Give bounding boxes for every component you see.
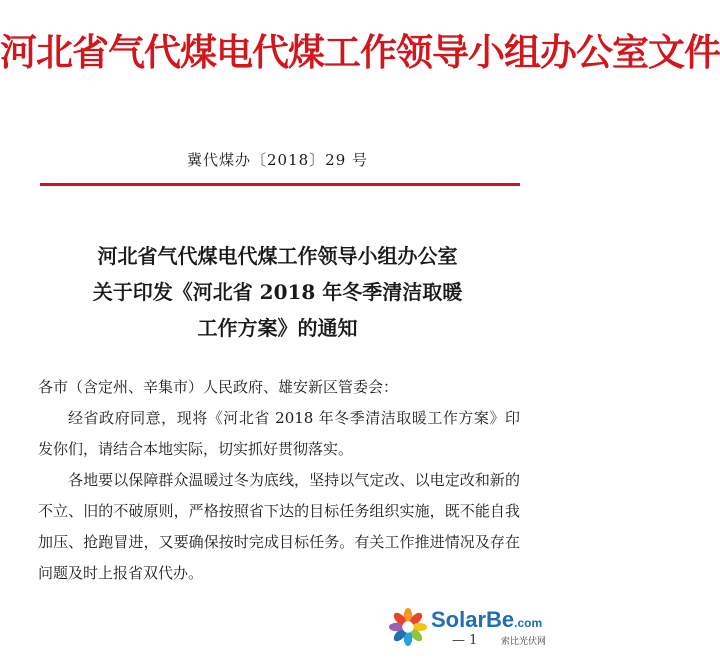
red-divider-line bbox=[40, 183, 520, 186]
page-number: — 1 bbox=[452, 633, 478, 648]
watermark-brand-name: SolarBe bbox=[431, 607, 515, 632]
notice-title-line-3: 工作方案》的通知 bbox=[197, 316, 358, 340]
watermark-subtitle: 索比光伏网 bbox=[501, 637, 547, 647]
body-paragraph-1: 经省政府同意，现将《河北省 2018 年冬季清洁取暖工作方案》印发你们，请结合本地实际，切实抓好贯彻落实。 bbox=[38, 409, 520, 458]
watermark-brand bbox=[431, 608, 542, 635]
document-body bbox=[38, 372, 520, 589]
body-paragraph-2: 各地要以保障群众温暖过冬为底线，坚持以气定改、以电定改和新的不立、旧的不破原则，严格按照省下达的目标任务组织实施，既不能自我加压、抢跑冒进，又要确保按时完成目标任务。有关工作推进情况及存在问题及时上报省双代办。 bbox=[38, 471, 520, 582]
sunflower-logo-icon bbox=[389, 608, 427, 646]
notice-title-line-1: 河北省气代煤电代煤工作领导小组办公室 bbox=[97, 244, 458, 268]
document-header-title: 河北省气代煤电代煤工作领导小组办公室文件 bbox=[0, 30, 720, 74]
document-number: 冀代煤办〔2018〕29 号 bbox=[186, 151, 369, 169]
notice-title bbox=[0, 238, 555, 346]
watermark-brand-suffix: .com bbox=[514, 616, 543, 630]
notice-title-line-2: 关于印发《河北省 2018 年冬季清洁取暖 bbox=[92, 280, 463, 304]
salutation: 各市（含定州、辛集市）人民政府、雄安新区管委会： bbox=[38, 378, 399, 396]
